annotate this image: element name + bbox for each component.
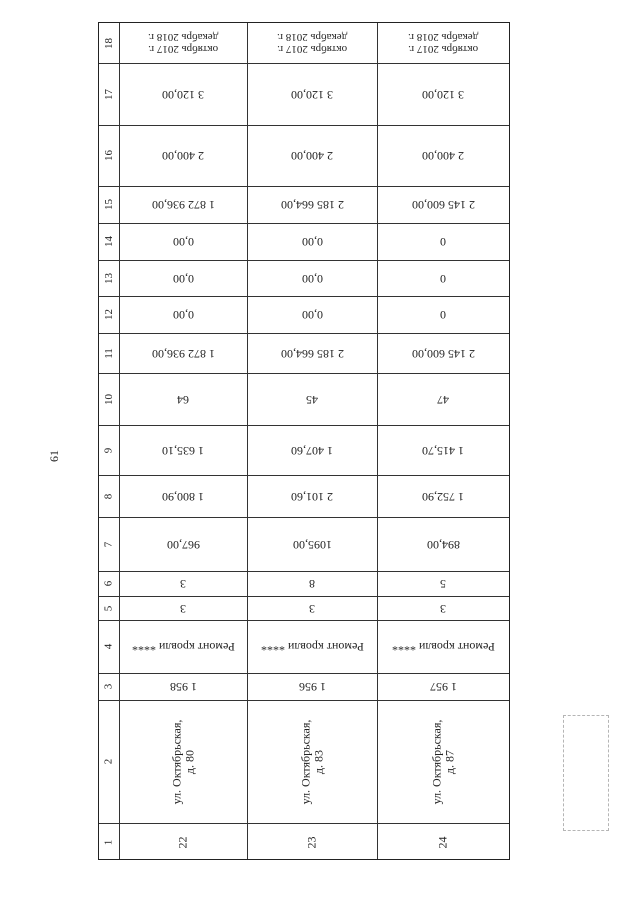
period-start: октябрь 2017 г. xyxy=(407,43,479,55)
cell-value: 1 958 xyxy=(169,680,197,694)
cell-value: 0,00 xyxy=(172,308,194,322)
column-number: 14 xyxy=(102,236,115,247)
column-12-cell xyxy=(247,296,377,333)
column-number: 11 xyxy=(102,347,115,359)
period-end: декабрь 2018 г. xyxy=(276,31,348,43)
column-9-cell xyxy=(377,425,509,475)
column-number-header xyxy=(99,125,119,186)
column-number-header xyxy=(99,63,119,125)
cell-value: Ремонт кровли **** xyxy=(260,640,364,654)
build-year-cell xyxy=(247,673,377,700)
cell-value: 1 957 xyxy=(429,680,457,694)
column-15-cell xyxy=(247,186,377,223)
column-11-cell xyxy=(247,333,377,373)
column-number: 15 xyxy=(102,199,115,210)
column-number-header xyxy=(99,823,119,861)
cell-value: 3 xyxy=(309,601,315,616)
column-13-cell xyxy=(119,260,247,296)
cell-value: 0 xyxy=(440,271,446,286)
address-street: ул. Октябрьская, xyxy=(298,719,312,804)
cell-value: 23 xyxy=(304,836,319,848)
column-10-cell xyxy=(119,373,247,425)
column-number-header xyxy=(99,260,119,296)
cell-value: 0,00 xyxy=(172,271,194,286)
address-cell xyxy=(377,700,509,823)
address-street: ул. Октябрьская, xyxy=(429,719,443,804)
column-9-cell xyxy=(247,425,377,475)
column-number-header xyxy=(99,296,119,333)
column-5-cell xyxy=(377,596,509,620)
cell-value: 22 xyxy=(175,836,190,848)
column-number-header xyxy=(99,700,119,823)
cell-value: 5 xyxy=(440,577,446,591)
build-year-cell xyxy=(377,673,509,700)
column-10-cell xyxy=(247,373,377,425)
cell-value: 1 752,90 xyxy=(422,489,464,504)
cell-value: 3 xyxy=(180,577,186,591)
row-number-cell xyxy=(119,823,247,861)
address-cell xyxy=(247,700,377,823)
cell-value: 2 400,00 xyxy=(162,149,204,163)
work-type-cell xyxy=(377,620,509,673)
row-number-cell xyxy=(377,823,509,861)
cell-value: 3 120,00 xyxy=(162,87,204,102)
work-type-cell xyxy=(247,620,377,673)
column-number-header xyxy=(99,517,119,571)
cell-value: 2 145 600,00 xyxy=(411,346,475,361)
cell-value: Ремонт кровли **** xyxy=(131,640,235,654)
period-start: октябрь 2017 г. xyxy=(147,43,219,55)
column-6-cell xyxy=(377,571,509,596)
cell-value: 3 120,00 xyxy=(291,87,333,102)
column-15-cell xyxy=(119,186,247,223)
column-number: 4 xyxy=(102,643,115,650)
column-number: 8 xyxy=(102,493,115,499)
cell-value: 1 635,10 xyxy=(162,443,204,458)
column-6-cell xyxy=(119,571,247,596)
column-number: 1 xyxy=(102,839,115,845)
cell-value: 2 185 664,00 xyxy=(280,346,344,361)
column-number: 12 xyxy=(102,309,115,320)
cell-value: 0,00 xyxy=(172,235,194,249)
address-house: д. 80 xyxy=(182,749,196,774)
address-house: д. 83 xyxy=(311,749,325,774)
cell-value: 1 415,70 xyxy=(422,443,464,458)
cell-value: 45 xyxy=(306,392,318,407)
period-end: декабрь 2018 г. xyxy=(407,31,479,43)
column-number: 13 xyxy=(102,272,115,284)
column-11-cell xyxy=(377,333,509,373)
column-number: 6 xyxy=(102,580,115,587)
page-number: 61 xyxy=(47,450,61,462)
cell-value: 1 407,60 xyxy=(291,443,333,458)
column-number-header xyxy=(99,333,119,373)
column-14-cell xyxy=(247,223,377,260)
column-number: 18 xyxy=(102,37,115,49)
address-block xyxy=(299,719,325,804)
cell-value: 0 xyxy=(440,235,446,249)
cell-value: 47 xyxy=(437,392,449,407)
column-10-cell xyxy=(377,373,509,425)
column-7-cell xyxy=(247,517,377,571)
column-9-cell xyxy=(119,425,247,475)
data-table xyxy=(98,22,510,860)
address-street: ул. Октябрьская, xyxy=(169,719,183,804)
column-5-cell xyxy=(119,596,247,620)
column-number-header xyxy=(99,673,119,700)
column-number-header xyxy=(99,425,119,475)
cell-value: 8 xyxy=(309,577,315,591)
work-type-cell xyxy=(119,620,247,673)
column-number-header xyxy=(99,23,119,63)
column-11-cell xyxy=(119,333,247,373)
column-17-cell xyxy=(247,63,377,125)
period-cell xyxy=(119,23,247,63)
column-13-cell xyxy=(247,260,377,296)
cell-value: 1 800,90 xyxy=(162,489,204,504)
address-cell xyxy=(119,700,247,823)
column-5-cell xyxy=(247,596,377,620)
column-number: 5 xyxy=(102,605,115,611)
column-number-header xyxy=(99,596,119,620)
column-8-cell xyxy=(377,475,509,517)
cell-value: 2 185 664,00 xyxy=(280,198,344,212)
stamp-mark xyxy=(563,715,609,831)
cell-value: 0 xyxy=(440,308,446,322)
column-8-cell xyxy=(247,475,377,517)
address-block xyxy=(430,719,456,804)
column-12-cell xyxy=(377,296,509,333)
period-cell xyxy=(247,23,377,63)
address-house: д. 87 xyxy=(442,749,456,774)
column-number: 2 xyxy=(102,758,115,765)
column-16-cell xyxy=(247,125,377,186)
cell-value: 1 872 936,00 xyxy=(151,198,215,212)
cell-value: 0,00 xyxy=(301,308,323,322)
cell-value: 0,00 xyxy=(301,271,323,286)
column-16-cell xyxy=(119,125,247,186)
period-start: октябрь 2017 г. xyxy=(276,43,348,55)
column-12-cell xyxy=(119,296,247,333)
cell-value: 2 400,00 xyxy=(291,149,333,163)
cell-value: 24 xyxy=(435,836,450,848)
cell-value: 2 400,00 xyxy=(422,149,464,163)
column-14-cell xyxy=(119,223,247,260)
column-number-header xyxy=(99,223,119,260)
column-number-header xyxy=(99,186,119,223)
column-number-header xyxy=(99,475,119,517)
period-block xyxy=(148,31,218,55)
column-number: 17 xyxy=(102,88,115,100)
cell-value: 0,00 xyxy=(301,235,323,249)
column-13-cell xyxy=(377,260,509,296)
build-year-cell xyxy=(119,673,247,700)
cell-value: 1 956 xyxy=(298,680,326,694)
column-14-cell xyxy=(377,223,509,260)
column-7-cell xyxy=(119,517,247,571)
cell-value: 2 101,60 xyxy=(291,489,333,504)
column-number: 7 xyxy=(102,541,115,547)
period-block xyxy=(408,31,478,55)
column-number-header xyxy=(99,571,119,596)
cell-value: 3 120,00 xyxy=(422,87,464,102)
cell-value: 64 xyxy=(177,392,189,407)
column-8-cell xyxy=(119,475,247,517)
cell-value: 894,00 xyxy=(426,537,460,552)
column-number-header xyxy=(99,620,119,673)
column-6-cell xyxy=(247,571,377,596)
column-number-header xyxy=(99,373,119,425)
cell-value: Ремонт кровли **** xyxy=(391,640,495,654)
column-number: 9 xyxy=(102,447,115,453)
column-7-cell xyxy=(377,517,509,571)
address-block xyxy=(170,719,196,804)
column-number: 16 xyxy=(102,150,115,161)
column-17-cell xyxy=(377,63,509,125)
period-cell xyxy=(377,23,509,63)
column-17-cell xyxy=(119,63,247,125)
row-number-cell xyxy=(247,823,377,861)
period-block xyxy=(277,31,347,55)
column-number: 10 xyxy=(102,393,115,405)
cell-value: 2 145 600,00 xyxy=(411,198,475,212)
column-number: 3 xyxy=(102,683,115,690)
column-15-cell xyxy=(377,186,509,223)
cell-value: 3 xyxy=(180,601,186,616)
cell-value: 1 872 936,00 xyxy=(151,346,215,361)
column-16-cell xyxy=(377,125,509,186)
cell-value: 1095,00 xyxy=(292,537,332,552)
period-end: декабрь 2018 г. xyxy=(147,31,219,43)
cell-value: 967,00 xyxy=(166,537,200,552)
cell-value: 3 xyxy=(440,601,446,616)
